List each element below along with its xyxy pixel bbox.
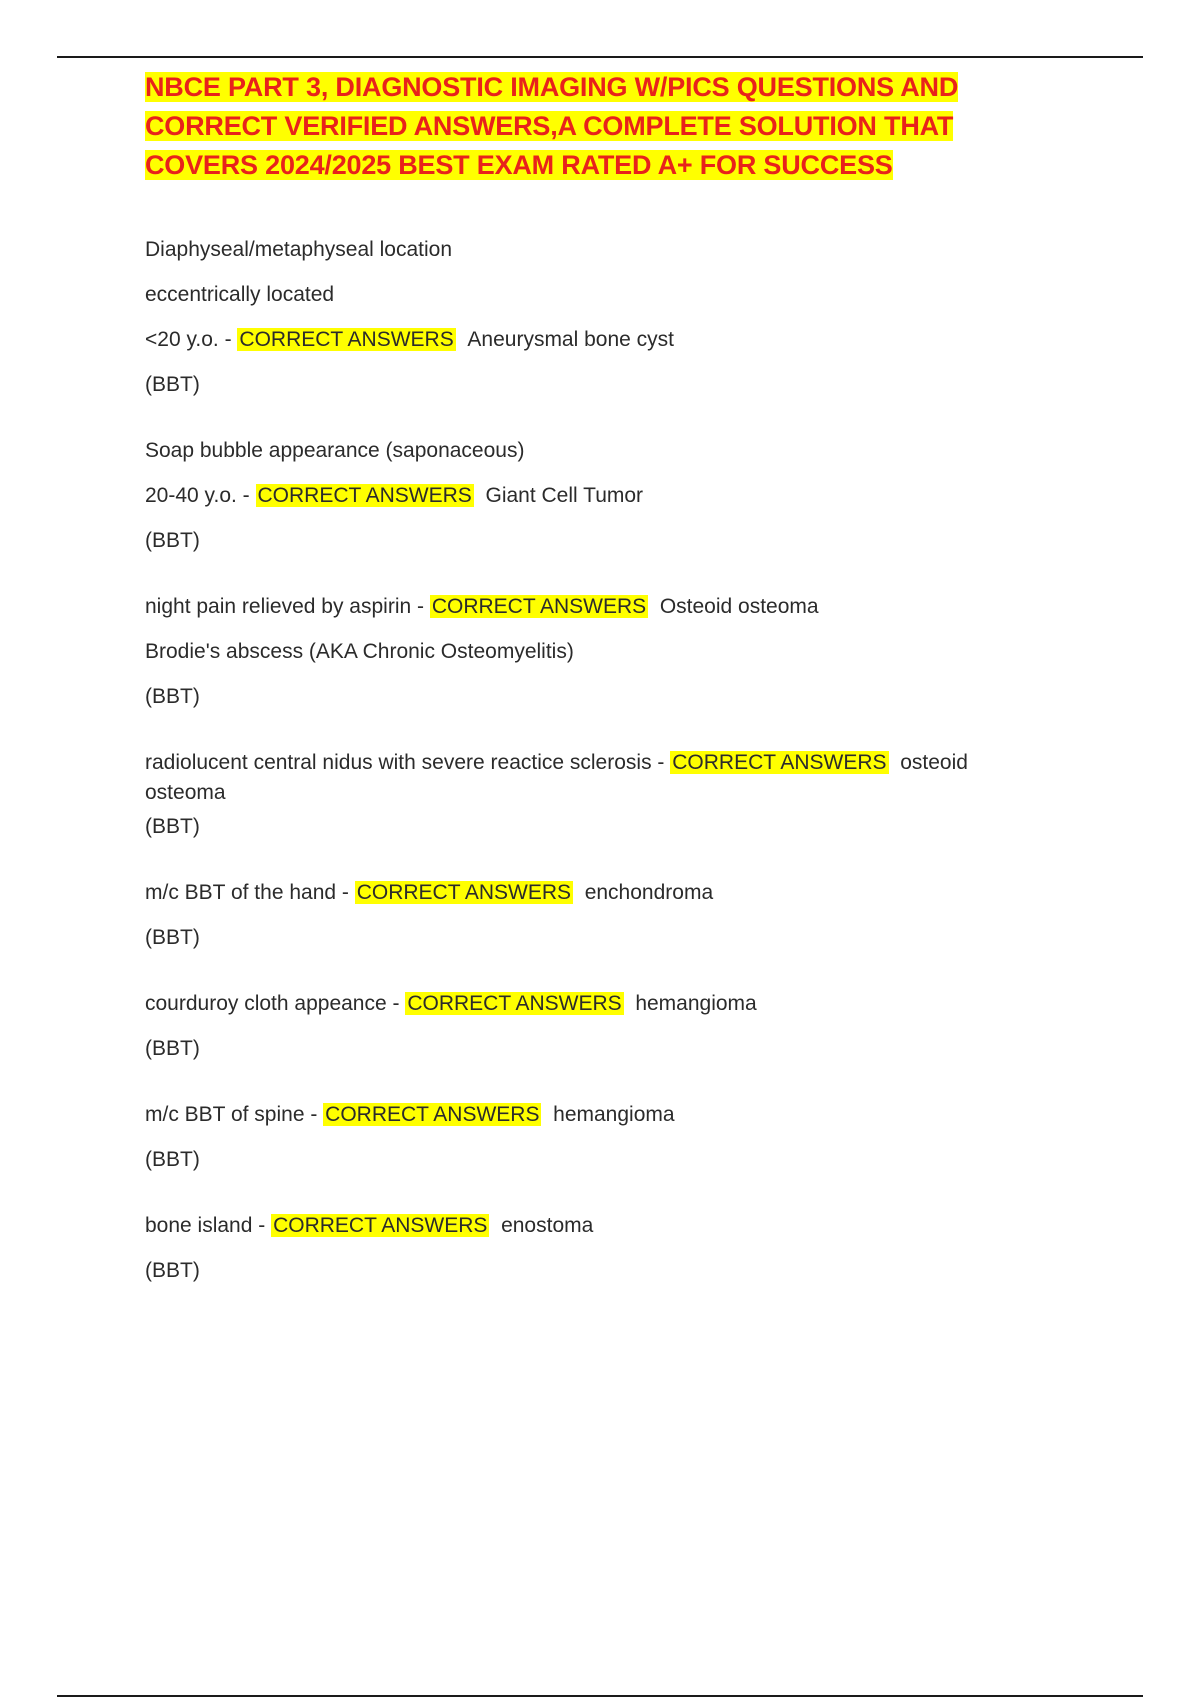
qa-item: [145, 1100, 1005, 1175]
bottom-rule: [57, 1695, 1143, 1697]
category-tag: (BBT): [145, 1259, 200, 1282]
question-text: m/c BBT of the hand -: [145, 881, 355, 904]
answer-text: hemangioma: [635, 992, 757, 1015]
question-line: [145, 878, 1005, 908]
correct-answers-label: CORRECT ANSWERS: [257, 484, 472, 507]
question-text: courduroy cloth appeance -: [145, 992, 406, 1015]
category-tag: (BBT): [145, 529, 200, 552]
question-line: [145, 1100, 1005, 1130]
title-line: CORRECT VERIFIED ANSWERS,A COMPLETE SOLUTION THAT: [145, 111, 954, 141]
question-text: <20 y.o. -: [145, 328, 238, 351]
question-line: [145, 592, 1005, 622]
answer-text: Giant Cell Tumor: [485, 484, 644, 507]
category-tag: (BBT): [145, 373, 200, 396]
title-line: NBCE PART 3, DIAGNOSTIC IMAGING W/PICS QUESTIONS AND: [145, 72, 959, 102]
correct-answers-label: CORRECT ANSWERS: [325, 1103, 540, 1126]
qa-item: [145, 235, 1005, 400]
correct-answers-label: CORRECT ANSWERS: [431, 595, 647, 618]
answer-text: hemangioma: [553, 1103, 675, 1126]
qa-item: [145, 436, 1005, 556]
answer-extra-line: Brodie's abscess (AKA Chronic Osteomyelitis): [145, 640, 574, 663]
correct-answers-label: CORRECT ANSWERS: [239, 328, 454, 351]
question-line: [145, 481, 1005, 511]
category-tag: (BBT): [145, 1037, 200, 1060]
top-rule: [57, 56, 1143, 58]
correct-answers-label: CORRECT ANSWERS: [273, 1214, 488, 1237]
qa-item: [145, 878, 1005, 953]
question-text: m/c BBT of spine -: [145, 1103, 324, 1126]
answer-text: osteoid osteoma: [145, 751, 974, 804]
question-line: [145, 1211, 1005, 1241]
category-tag: (BBT): [145, 685, 200, 708]
answer-text: enostoma: [501, 1214, 594, 1237]
question-line: [145, 748, 1005, 808]
question-context-line: Soap bubble appearance (saponaceous): [145, 439, 525, 462]
category-tag: (BBT): [145, 926, 200, 949]
correct-answers-label: CORRECT ANSWERS: [356, 881, 572, 904]
document-title: [145, 68, 1005, 185]
qa-item: [145, 592, 1005, 712]
correct-answers-label: CORRECT ANSWERS: [407, 992, 622, 1015]
correct-answers-label: CORRECT ANSWERS: [672, 751, 887, 774]
answer-text: enchondroma: [584, 881, 714, 904]
question-context-line: eccentrically located: [145, 283, 335, 306]
answer-text: Osteoid osteoma: [659, 595, 819, 618]
question-text: 20-40 y.o. -: [145, 484, 256, 507]
question-text: bone island -: [145, 1214, 272, 1237]
title-line: COVERS 2024/2025 BEST EXAM RATED A+ FOR SUCCESS: [145, 150, 893, 180]
question-text: radiolucent central nidus with severe reactice sclerosis -: [145, 751, 671, 774]
qa-item: [145, 1211, 1005, 1286]
question-context-line: Diaphyseal/metaphyseal location: [145, 238, 453, 261]
document-body: [145, 68, 1005, 1322]
category-tag: (BBT): [145, 1148, 200, 1171]
category-tag: (BBT): [145, 815, 200, 838]
qa-item: [145, 989, 1005, 1064]
question-text: night pain relieved by aspirin -: [145, 595, 430, 618]
answer-text: Aneurysmal bone cyst: [467, 328, 675, 351]
question-line: [145, 325, 1005, 355]
qa-list: [145, 235, 1005, 1286]
qa-item: [145, 748, 1005, 842]
question-line: [145, 989, 1005, 1019]
